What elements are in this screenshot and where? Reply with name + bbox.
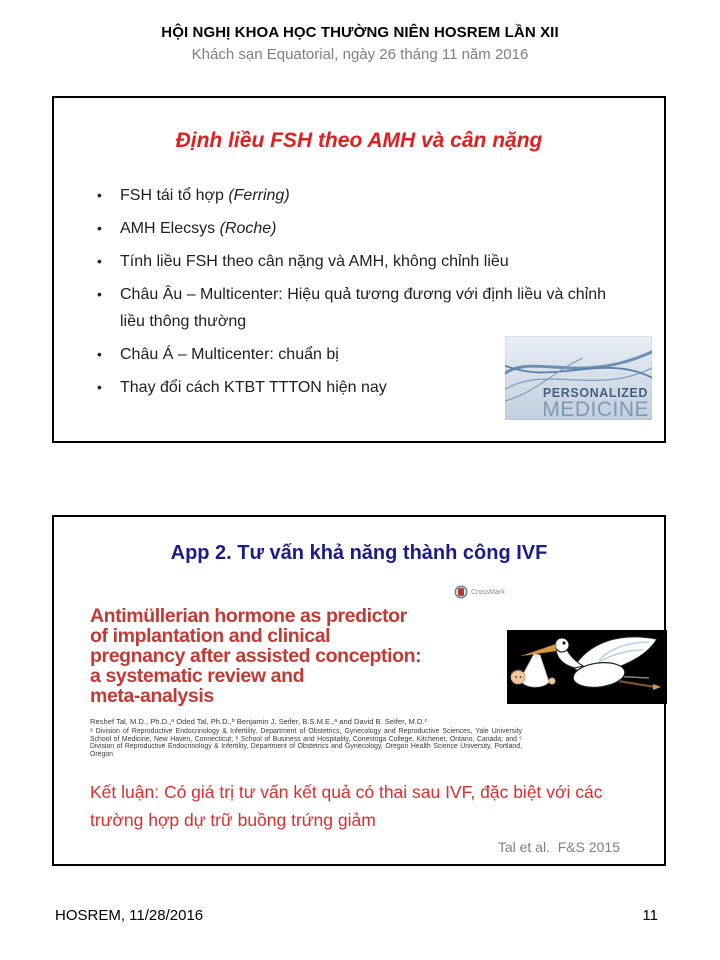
paper-title-line: meta-analysis — [90, 685, 214, 707]
paper-title-line: Antimüllerian hormone as predictor — [90, 605, 407, 627]
conclusion-text: Kết luận: Có giá trị tư vấn kết quả có thai sau IVF, đặc biệt với các trường hợp dự trữ buồng trứng giảm — [90, 782, 603, 830]
crossmark-label: CrossMark — [471, 588, 505, 596]
bullet-note: (Ferring) — [228, 187, 290, 204]
paper-affiliations: ᵃ Division of Reproductive Endocrinology & Infertility, Department of Obstetrics, Gynecology and Reproductive Sciences, Yale University School of Medicine, New Haven, Connecticut; ᵇ School of Business and Hospitality, Conestoga College, Kitchener, Ontario, Canada; and ᶜ Division of Reproductive Endocrinology & Infertility, Department of Obstetrics and Gynecology, Oregon Health Science University, Portland, Oregon — [90, 728, 522, 758]
baby-hand — [549, 678, 555, 684]
slide-2-title: App 2. Tư vấn khả năng thành công IVF — [170, 542, 548, 564]
personalized-medicine-image — [505, 336, 652, 420]
footer-source: HOSREM, 11/28/2016 — [55, 907, 204, 924]
pm-logo-line1: PERSONALIZED — [542, 386, 648, 400]
paper-authors: Reshef Tal, M.D., Ph.D.,ᵃ Oded Tal, Ph.D.,ᵇ Benjamin J. Seifer, B.S.M.E.,ᵃ and David B. Seifer, M.D.ᶜ — [90, 717, 428, 726]
bullet-text: Tính liều FSH theo cân nặng và AMH, không chỉnh liều — [120, 253, 509, 270]
conference-subtitle: Khách sạn Equatorial, ngày 26 tháng 11 năm 2016 — [191, 46, 529, 63]
bullet-item — [97, 248, 622, 275]
bullet-item — [97, 182, 622, 209]
conference-header — [0, 24, 720, 63]
bullet-text: Thay đổi cách KTBT TTTON hiện nay — [120, 379, 387, 396]
conference-title: HỘI NGHỊ KHOA HỌC THƯỜNG NIÊN HOSREM LẦN XII — [161, 24, 559, 41]
bullet-text: AMH Elecsys — [120, 220, 220, 237]
paper-title-line: pregnancy after assisted conception: — [90, 645, 422, 667]
stork-baby-image — [507, 630, 667, 704]
bullet-text: Châu Á – Multicenter: chuẩn bị — [120, 346, 339, 363]
bullet-marker: • — [97, 379, 102, 395]
slide-1-title: Định liều FSH theo AMH và cân nặng — [175, 129, 543, 152]
bullet-text: FSH tái tổ hợp — [120, 187, 229, 204]
bullet-marker: • — [97, 220, 102, 236]
stork-head — [555, 638, 569, 652]
citation-text: Tal et al. F&S 2015 — [497, 839, 620, 855]
crossmark-badge — [454, 585, 505, 599]
slide-1 — [52, 96, 666, 443]
bullet-text: Châu Âu – Multicenter: Hiệu quả tương đương với định liều và chỉnh liều thông thường — [120, 286, 607, 330]
slide-2 — [52, 515, 666, 866]
paper-title — [90, 606, 520, 706]
bullet-marker: • — [97, 253, 102, 269]
bullet-note: (Roche) — [219, 220, 277, 237]
bullet-marker: • — [97, 187, 102, 203]
page-number: 11 — [642, 907, 658, 924]
bullet-item — [97, 281, 622, 335]
bullet-marker: • — [97, 346, 102, 362]
paper-title-line: of implantation and clinical — [90, 625, 331, 647]
crossmark-icon — [454, 585, 468, 599]
paper-title-line: a systematic review and — [90, 665, 305, 687]
pm-logo-line2: MEDICINE — [542, 398, 649, 420]
bullet-item — [97, 215, 622, 242]
bullet-marker: • — [97, 286, 102, 302]
